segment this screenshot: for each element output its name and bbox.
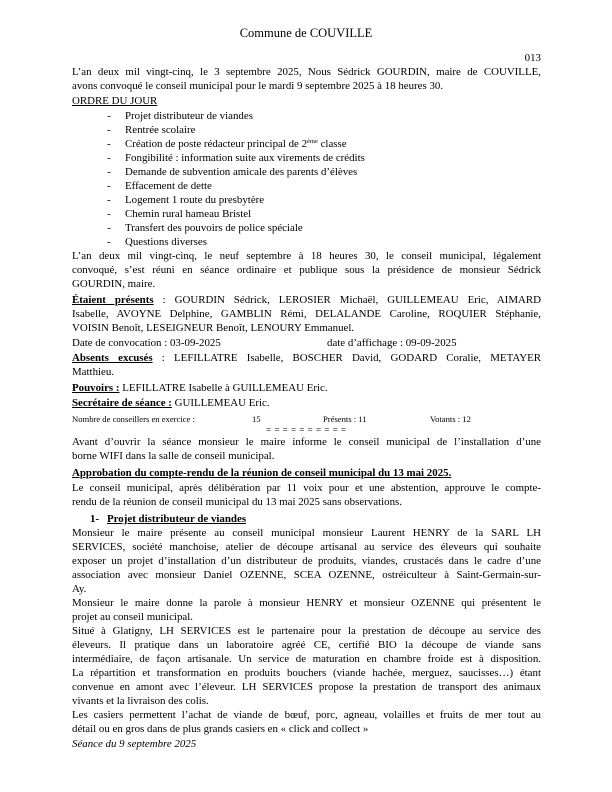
approval-heading: Approbation du compte-rendu de la réunion de conseil municipal du 13 mai 2025. [72,467,452,479]
display-date: date d’affichage : 09-09-2025 [327,337,457,349]
section-paragraph-line: détail ou en gros dans de plus grands casiers en « click and collect » [72,723,369,735]
convocation-date: Date de convocation : 03-09-2025 [72,337,221,349]
absent-members-line: Absents excusés : LEFILLATRE Isabelle, BOSCHER David, GODARD Coralie, METAYER [72,352,541,364]
absent-label: Absents excusés [72,352,153,364]
section-paragraph-line: Les casiers permettent l’achat de viande de bœuf, porc, agneau, volailles et fruits de mer tout au [72,709,541,721]
footer-session-date: Séance du 9 septembre 2025 [72,738,197,750]
section-paragraph-line: Situé à Glatigny, LH SERVICES est le partenaire pour la prestation de découpe au service des [72,625,541,637]
present-members-line: VOISIN Benoît, LESEIGNEUR Benoît, LENOURY Emmanuel. [72,322,355,334]
agenda-item: Création de poste rédacteur principal de 2ème classe [125,138,347,150]
secretary-label: Secrétaire de séance : [72,397,172,409]
approval-line: Le conseil municipal, après délibération par 11 voix pour et une abstention, approuve le compte- [72,482,541,494]
convocation-line: avons convoqué le conseil municipal pour le mardi 9 septembre 2025 à 18 heures 30. [72,80,444,92]
agenda-item: Demande de subvention amicale des parents d’élèves [125,166,358,178]
page-number: 013 [524,52,541,64]
section-paragraph-line: La répartition et transformation en produits bouchers (viande hachée, merguez, saucisses…) étant [72,667,541,679]
wifi-line: Avant d’ouvrir la séance monsieur le maire informe le conseil municipal de l’installation d’une [72,436,541,448]
section-paragraph-line: projet au conseil municipal. [72,611,193,623]
agenda-item: Chemin rural hameau Bristel [125,208,252,220]
secretary-line: Secrétaire de séance : GUILLEMEAU Eric. [72,397,270,409]
section-heading: Projet distributeur de viandes [107,513,247,525]
present-label: Étaient présents [72,294,154,306]
convocation-line: L’an deux mil vingt-cinq, le 3 septembre 2025, Nous Sédrick GOURDIN, maire de COUVILLE, [72,66,541,78]
section-paragraph-line: Monsieur le maire donne la parole à monsieur HENRY et monsieur OZENNE qui présentent le [72,597,541,609]
agenda-item: Rentrée scolaire [125,124,196,136]
section-paragraph-line: Monsieur le maire présente au conseil municipal monsieur Laurent HENRY de la SARL LH [72,527,541,539]
pouvoirs-label: Pouvoirs : [72,382,120,394]
counts-presents: Présents : 11 [323,414,367,424]
section-paragraph-line: exposer un projet d’installation d’un distributeur de produits, viandes, crustacés dans le cadre d’une [72,555,541,567]
agenda-item: Logement 1 route du presbytère [125,194,265,206]
agenda-item: Effacement de dette [125,180,212,192]
section-paragraph-line: SERVICES, société manchoise, atelier de découpe artisanal au service des éleveurs qui souhaite [72,541,541,553]
counts-exercise-label: Nombre de conseillers en exercice : [72,414,195,424]
present-members-line: Étaient présents : GOURDIN Sédrick, LEROSIER Michaël, GUILLEMEAU Eric, AIMARD [72,294,541,306]
meeting-line: GOURDIN, maire. [72,278,156,290]
agenda-item: Transfert des pouvoirs de police spéciale [125,222,303,234]
approval-line: rendu de la réunion de conseil municipal du 13 mai 2025 sans observations. [72,496,402,508]
counts-votants: Votants : 12 [430,414,471,424]
wifi-line: borne WIFI dans la salle de conseil municipal. [72,450,275,462]
document-page: Commune de COUVILLE 013 L’an deux mil vingt-cinq, le 3 septembre 2025, Nous Sédrick GOURDIN, maire de COUVILLE, avons convoqué le conseil municipal pour le mardi 9 septembre 2025 à 18 heures 30. ORDRE DU JOUR - Projet distributeur de viandes - Rentrée scolaire - Création de poste rédacteur principal de 2ème classe - Fongibilité : information suite aux virements de crédits - Demande de subvention amicale des parents d’élèves - Effacement de dette - Logement 1 route du presbytère - Chemin rural hameau Bristel - Transfert des pouvoirs de police spéciale - Questions diverses L’an deux mil vingt-cinq, le neuf septembre à 18 heures 30, le conseil municipal, légalement convoqué, s’est réuni en séance ordinaire et publique sous la présidence de monsieur Sédrick GOURDIN, maire. Étaient présents : GOURDIN Sédrick, LEROSIER Michaël, GUILLEMEAU Eric, AIMARD Isabelle, AVOYNE Delphine, GAMBLIN Rémi, DELALANDE Caroline, ROQUIER Stéphanie, VOISIN Benoît, LESEIGNEUR Benoît, LENOURY Emmanuel. Date de convocation : 03-09-2025 date d’affichage : 09-09-2025 Absents excusés : LEFILLATRE Isabelle, BOSCHER David, GODARD Coralie, METAYER Matthieu. Pouvoirs : LEFILLATRE Isabelle à GUILLEMEAU Eric. Secrétaire de séance : GUILLEMEAU Eric. Nombre de conseillers en exercice : 15 Présents : 11 Votants : 12 = = = = = = = = = = Avant d’ouvrir la séance monsieur le maire informe le conseil municipal de l’installation d’une borne WIFI dans la salle de conseil municipal. Approbation du compte-rendu de la réunion de conseil municipal du 13 mai 2025. Le conseil municipal, après délibération par 11 voix pour et une abstention, approuve le compte- rendu de la réunion de conseil municipal du 13 mai 2025 sans observations. 1- Projet distributeur de viandes Monsieur le maire présente au conseil municipal monsieur Laurent HENRY de la SARL LH SERVICES, société manchoise, atelier de découpe artisanal au service des éleveurs qui souhaite exposer un projet d’installation d’un distributeur de produits, viandes, crustacés dans le cadre d’une association avec monsieur Daniel OZENNE, SCEA OZENNE, ostréiculteur à Saint-Germain-sur- Ay. Monsieur le maire donne la parole à monsieur HENRY et monsieur OZENNE qui présentent le projet au conseil municipal. Situé à Glatigny, LH SERVICES est le partenaire pour la prestation de découpe au service des éleveurs. Il pratique dans un laboratoire agréé CE, certifié BIO la découpe de viande sans intermédiaire, de façon artisanale. Un service de maturation en chambre froide est à disposition. La répartition et transformation en produits bouchers (viande hachée, merguez, saucisses…) étant convenue en amont avec l’éleveur. LH SERVICES propose la prestation de transport des animaux vivants et la livraison des colis. Les casiers permettent l’achat de viande de bœuf, porc, agneau, volailles et fruits de mer tout au détail ou en gros dans de plus grands casiers en « click and collect » Séance du 9 septembre 2025 [0,0,612,792]
agenda-item: Fongibilité : information suite aux virements de crédits [125,152,365,164]
pouvoirs-line: Pouvoirs : LEFILLATRE Isabelle à GUILLEMEAU Eric. [72,382,328,394]
section-paragraph-line: convenue en amont avec l’éleveur. LH SERVICES propose la prestation de transport des animaux [72,681,541,693]
agenda-item: Projet distributeur de viandes [125,110,253,122]
counts-exercise-value: 15 [252,414,261,424]
section-paragraph-line: intermédiaire, de façon artisanale. Un service de maturation en chambre froide est à disposition. [72,653,541,665]
absent-members-line: Matthieu. [72,366,115,378]
meeting-line: L’an deux mil vingt-cinq, le neuf septembre à 18 heures 30, le conseil municipal, légalement [72,250,541,262]
section-number: 1- [90,513,100,525]
present-members-line: Isabelle, AVOYNE Delphine, GAMBLIN Rémi, DELALANDE Caroline, ROQUIER Stéphanie, [72,308,541,320]
meeting-line: convoqué, s’est réuni en séance ordinaire et publique sous la présidence de monsieur Sédrick [72,264,541,276]
section-paragraph-line: vivants et la livraison des colis. [72,695,209,707]
separator: = = = = = = = = = = [266,425,347,435]
section-paragraph-line: Ay. [72,583,87,595]
section-paragraph-line: association avec monsieur Daniel OZENNE, SCEA OZENNE, ostréiculteur à Saint-Germain-sur- [72,569,541,581]
agenda-heading: ORDRE DU JOUR [72,95,158,107]
agenda-item: Questions diverses [125,236,207,248]
page-title: Commune de COUVILLE [239,26,373,40]
section-paragraph-line: éleveurs. Il pratique dans un laboratoire agréé CE, certifié BIO la découpe de viande sans [72,639,541,651]
